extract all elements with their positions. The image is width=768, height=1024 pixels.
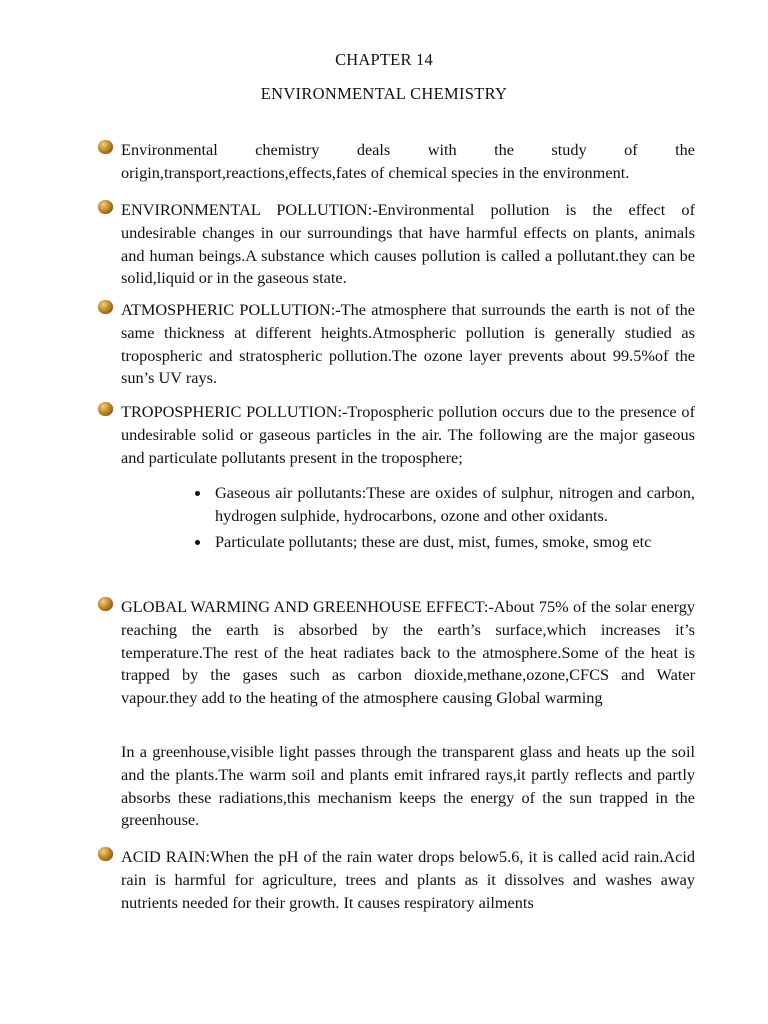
bullet-icon xyxy=(98,847,113,861)
section-environmental-pollution: ENVIRONMENTAL POLLUTION:-Environmental pollution is the effect of undesirable changes in our surroundings that have harmful effects on plants, animals and human beings.A substance which causes pollution is called a pollutant.they can be solid,liquid or in the gaseous state. xyxy=(121,200,695,288)
bullet-icon xyxy=(98,140,113,154)
chapter-title: ENVIRONMENTAL CHEMISTRY xyxy=(260,84,508,103)
greenhouse-paragraph: In a greenhouse,visible light passes through the transparent glass and heats up the soil and the plants.The warm soil and plants emit infrared rays,it partly reflects and partly absorbs these radiations,this mechanism keeps the energy of the sun trapped in the greenhouse. xyxy=(121,742,695,830)
pollutant-list xyxy=(191,482,695,556)
bullet-icon xyxy=(98,402,113,416)
section-tropospheric-pollution: TROPOSPHERIC POLLUTION:-Tropospheric pollution occurs due to the presence of undesirable solid or gaseous particles in the air. The following are the major gaseous and particulate pollutants present in the troposphere; xyxy=(121,402,695,467)
bullet-icon xyxy=(98,597,113,611)
section-global-warming: GLOBAL WARMING AND GREENHOUSE EFFECT:-About 75% of the solar energy reaching the earth is absorbed by the earth’s surface,which increases it’s temperature.The rest of the heat radiates back to the atmosphere.Some of the heat is trapped by the gases such as carbon dioxide,methane,ozone,CFCS and Water vapour.they add to the heating of the atmosphere causing Global warming xyxy=(121,597,695,708)
list-item-text: Particulate pollutants; these are dust, mist, fumes, smoke, smog etc xyxy=(215,531,652,551)
bullet-dot-icon xyxy=(195,491,200,496)
section-atmospheric-pollution: ATMOSPHERIC POLLUTION:-The atmosphere that surrounds the earth is not of the same thickness at different heights.Atmospheric pollution is generally studied as tropospheric and stratospheric pollution.The ozone layer prevents about 99.5%of the sun’s UV rays. xyxy=(121,300,695,388)
bullet-icon xyxy=(98,200,113,214)
list-item xyxy=(191,531,695,554)
list-item-text: Gaseous air pollutants:These are oxides of sulphur, nitrogen and carbon, hydrogen sulphide, hydrocarbons, ozone and other oxidants. xyxy=(215,483,695,525)
section-acid-rain: ACID RAIN:When the pH of the rain water drops below5.6, it is called acid rain.Acid rain is harmful for agriculture, trees and plants as it dissolves and washes away nutrients needed for their growth. It causes respiratory ailments xyxy=(121,847,695,912)
bullet-icon xyxy=(98,300,113,314)
list-item xyxy=(191,482,695,528)
bullet-dot-icon xyxy=(195,540,200,545)
chapter-number: CHAPTER 14 xyxy=(335,50,433,69)
section-intro: Environmental chemistry deals with the study of the origin,transport,reactions,effects,fates of chemical species in the environment. xyxy=(121,140,695,182)
